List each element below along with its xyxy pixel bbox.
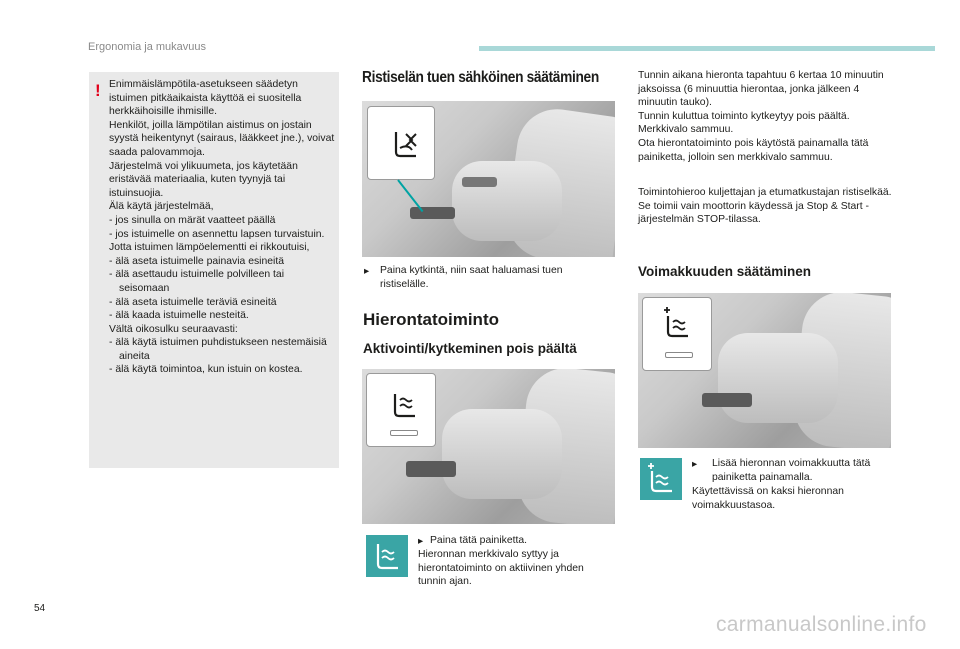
intensity-indicator-icon <box>665 352 693 358</box>
warning-list-item: - jos sinulla on märät vaatteet päällä <box>109 214 276 226</box>
warning-list-item: - älä aseta istuimelle painavia esineitä <box>109 255 285 267</box>
right-paragraph-1-line: Ota hierontatoiminto pois käytöstä painamalla tätä painiketta, jolloin sen merkkivalo sammuu. <box>638 137 869 163</box>
warning-paragraph: Jotta istuimen lämpöelementti ei rikkoutuisi, <box>109 242 310 254</box>
lumbar-bullet-text: Paina kytkintä, niin saat haluamasi tuen ristiselälle. <box>380 265 563 290</box>
warning-list-item: - älä käytä toimintoa, kun istuin on kostea. <box>109 364 303 376</box>
right-paragraph-1 <box>638 69 900 164</box>
warning-exclamation-icon: ! <box>95 81 101 100</box>
intensity-bullet-glyph: ▸ <box>692 459 698 470</box>
intensity-button-icon <box>640 458 682 500</box>
onoff-bullet-text: Paina tätä painiketta. <box>430 535 528 546</box>
massage-button-icon <box>366 535 408 577</box>
section-title: Ergonomia ja mukavuus <box>88 41 207 53</box>
warning-paragraph: Henkilöt, joilla lämpötilan aistimus on jostain syystä heikentynyt (sairaus, lääkkeet jne.), voivat saada palovammoja. <box>109 119 335 158</box>
lumbar-seat-icon <box>386 126 422 162</box>
lumbar-bullet-glyph: ▸ <box>364 266 370 277</box>
watermark: carmanualsonline.info <box>716 613 927 636</box>
heading-intensity: Voimakkuuden säätäminen <box>638 264 812 279</box>
warning-list-item: - älä aseta istuimelle teräviä esineitä <box>109 296 277 308</box>
intensity-bullet-text: Lisää hieronnan voimakkuutta tätä painiketta painamalla. <box>712 458 871 483</box>
header-bar <box>479 46 935 51</box>
warning-paragraph: Vältä oikosulku seuraavasti: <box>109 323 238 335</box>
warning-text <box>109 78 337 377</box>
warning-list-item: - älä kaada istuimelle nesteitä. <box>109 310 249 322</box>
lumbar-switch-photo <box>362 101 615 257</box>
heading-lumbar: Ristiselän tuen sähköinen säätäminen <box>362 69 599 86</box>
subheading-onoff: Aktivointi/kytkeminen pois päältä <box>363 341 577 356</box>
onoff-text: Hieronnan merkkivalo syttyy ja hierontatoiminto on aktiivinen yhden tunnin ajan. <box>418 549 584 588</box>
indicator-light-icon <box>390 430 418 436</box>
warning-list-item: - älä asettaudu istuimelle polvilleen tai seisomaan <box>109 269 285 294</box>
warning-list-item: - jos istuimelle on asennettu lapsen turvaistuin. <box>109 228 325 240</box>
massage-plus-seat-icon <box>660 306 694 340</box>
massage-seat-icon <box>387 388 421 422</box>
heading-massage: Hierontatoiminto <box>363 310 499 329</box>
warning-paragraph: Järjestelmä voi ylikuumeta, jos käytetään eristävää materiaalia, kuten tyynyjä tai istuinsuojia. <box>109 160 298 199</box>
page-number: 54 <box>34 603 46 614</box>
warning-paragraph: Enimmäislämpötila-asetukseen säädetyn istuimen pitkäaikaista käyttöä ei suositella herkkäihoisille ihmisille. <box>109 79 302 118</box>
intensity-text: Käytettävissä on kaksi hieronnan voimakkuustasoa. <box>692 486 844 511</box>
warning-list-item: - älä käytä istuimen puhdistukseen nestemäisiä aineita <box>109 337 327 362</box>
right-paragraph-1-line: Tunnin kuluttua toiminto kytkeytyy pois päältä. Merkkivalo sammuu. <box>638 110 850 136</box>
right-paragraph-1-line: Tunnin aikana hieronta tapahtuu 6 kertaa 10 minuutin jaksoissa (6 minuuttia hierontaa, jonka jälkeen 4 minuutin tauko). <box>638 70 884 109</box>
warning-paragraph: Älä käytä järjestelmää, <box>109 201 214 213</box>
right-paragraph-2: Toimintohieroo kuljettajan ja etumatkustajan ristiselkää. Se toimii vain moottorin käydessä ja Stop & Start -järjestelmän STOP-tilassa. <box>638 187 892 226</box>
onoff-bullet-glyph: ▸ <box>418 536 424 547</box>
